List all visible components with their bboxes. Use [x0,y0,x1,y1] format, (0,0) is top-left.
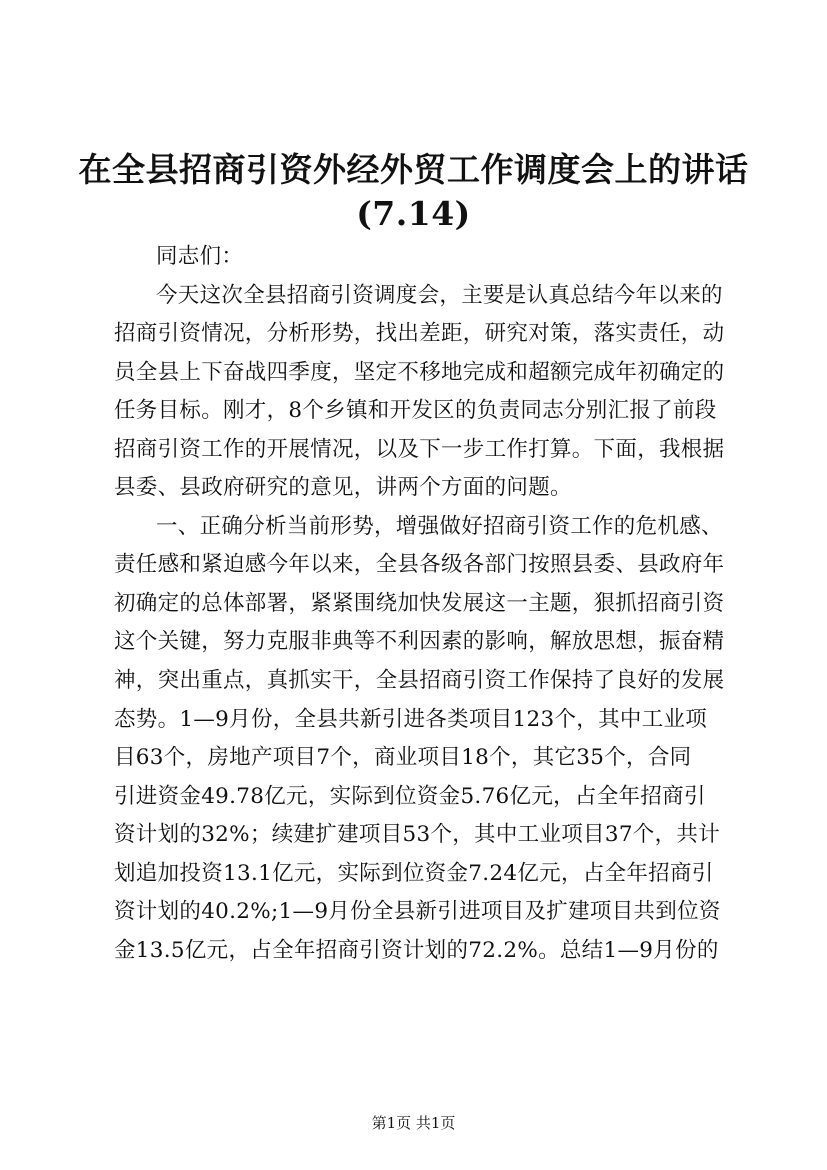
salutation: 同志们： [156,244,244,269]
paragraph-line: 神，突出重点，真抓实干，全县招商引资工作保持了良好的发展 [114,668,725,694]
page-footer: 第1页 共1页 [371,1114,456,1132]
paragraph-line: 招商引资情况，分析形势，找出差距，研究对策，落实责任，动 [114,321,725,347]
paragraph-line: 任务目标。刚才，8个乡镇和开发区的负责同志分别汇报了前段 [114,398,717,424]
paragraph-line: 资计划的32%；续建扩建项目53个，其中工业项目37个，共计 [114,822,721,848]
document-body [114,238,734,970]
paragraph-line: 县委、县政府研究的意见，讲两个方面的问题。 [114,475,572,501]
title-line-1: 在全县招商引资外经外贸工作调度会上的讲话 [78,150,749,189]
paragraph-line: 资计划的40.2%;1—9月份全县新引进项目及扩建项目共到位资 [114,899,721,925]
paragraph-line: 划追加投资13.1亿元，实际到位资金7.24亿元，占全年招商引 [114,860,714,886]
paragraph-line: 招商引资工作的开展情况，以及下一步工作打算。下面，我根据 [114,436,725,462]
paragraph-line: 员全县上下奋战四季度，坚定不移地完成和超额完成年初确定的 [114,359,725,385]
document-title [60,148,767,236]
paragraph-line: 初确定的总体部署，紧紧围绕加快发展这一主题，狠抓招商引资 [114,590,725,616]
paragraph-line: 引进资金49.78亿元，实际到位资金5.76亿元，占全年招商引 [114,783,706,809]
paragraph-line: 金13.5亿元，占全年招商引资计划的72.2%。总结1—9月份的 [114,937,719,963]
paragraph-line: 今天这次全县招商引资调度会，主要是认真总结今年以来的 [156,282,723,308]
title-line-2: (7.14) [356,194,471,233]
paragraph-line: 态势。1—9月份，全县共新引进各类项目123个，其中工业项 [114,706,708,732]
section-heading-line: 一、正确分析当前形势，增强做好招商引资工作的危机感、 [156,513,723,539]
paragraph-line: 目63个，房地产项目7个，商业项目18个，其它35个，合同 [114,745,692,771]
paragraph-line: 这个关键，努力克服非典等不利因素的影响，解放思想，振奋精 [114,629,725,655]
paragraph-line: 责任感和紧迫感今年以来，全县各级各部门按照县委、县政府年 [114,552,725,578]
